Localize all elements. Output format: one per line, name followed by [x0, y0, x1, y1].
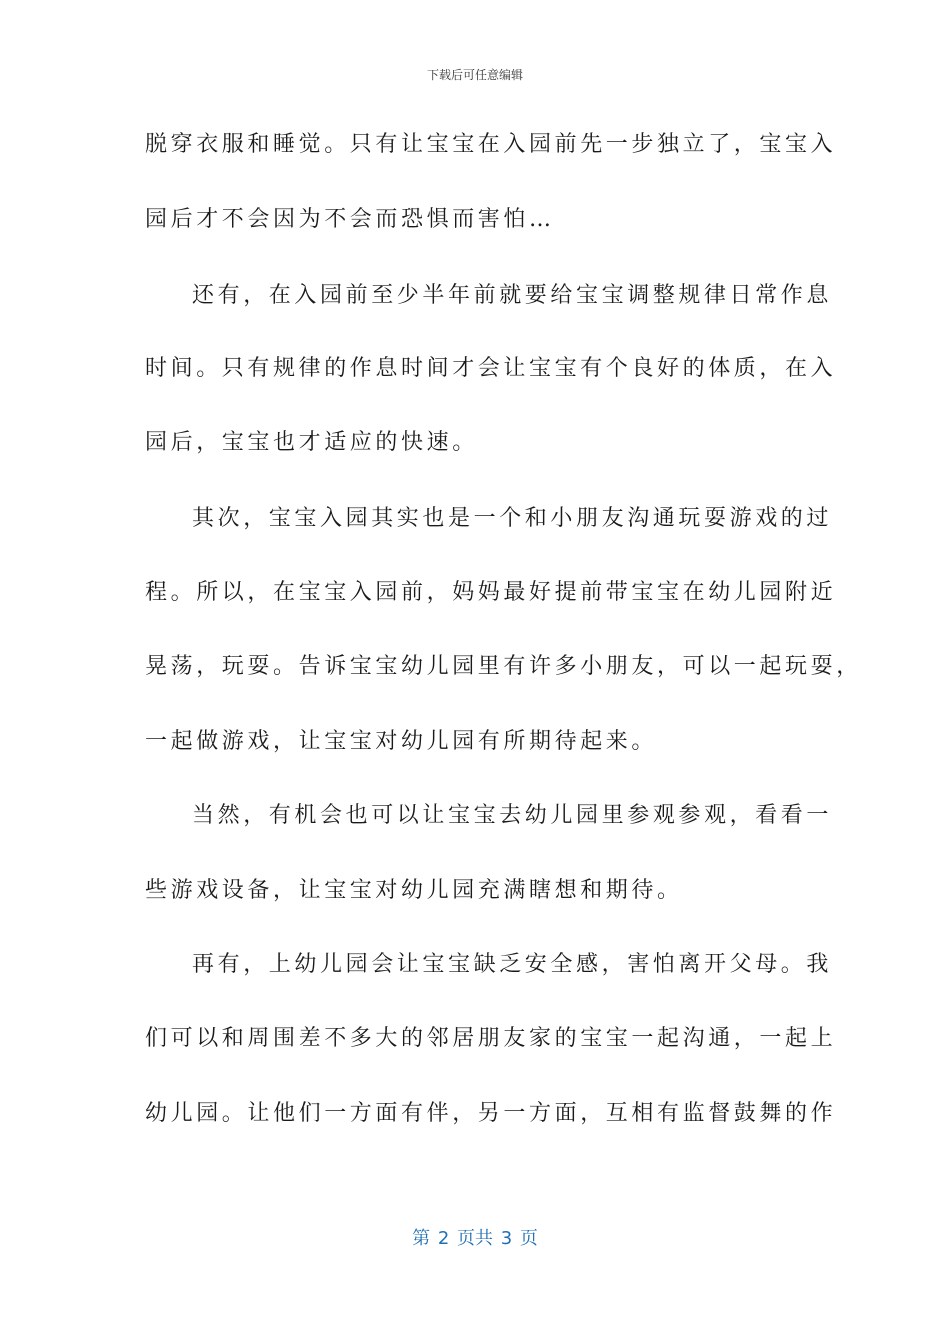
- paragraph-start-line: 当然，有机会也可以让宝宝去幼儿园里参观参观，看看一: [192, 803, 833, 828]
- text-line: 程。所以，在宝宝入园前，妈妈最好提前带宝宝在幼儿园附近: [145, 580, 837, 605]
- page-header: 下载后可任意编辑: [426, 68, 523, 82]
- text-line: 晃荡，玩耍。告诉宝宝幼儿园里有许多小朋友，可以一起玩耍，: [145, 654, 862, 679]
- paragraph-start-line: 还有，在入园前至少半年前就要给宝宝调整规律日常作息: [192, 283, 833, 308]
- text-line: 园后，宝宝也才适应的快速。: [145, 430, 478, 455]
- text-line: 一起做游戏，让宝宝对幼儿园有所期待起来。: [145, 729, 658, 754]
- text-line: 园后才不会因为不会而恐惧而害怕…: [145, 207, 555, 232]
- paragraph-start-line: 其次，宝宝入园其实也是一个和小朋友沟通玩耍游戏的过: [192, 506, 833, 531]
- text-line: 时间。只有规律的作息时间才会让宝宝有个良好的体质，在入: [145, 356, 837, 381]
- paragraph-start-line: 再有，上幼儿园会让宝宝缺乏安全感，害怕离开父母。我: [192, 952, 833, 977]
- page-number-footer: 第 2 页共 3 页: [412, 1228, 538, 1249]
- text-line: 们可以和周围差不多大的邻居朋友家的宝宝一起沟通，一起上: [145, 1026, 837, 1051]
- text-line: 幼儿园。让他们一方面有伴，另一方面，互相有监督鼓舞的作: [145, 1101, 837, 1126]
- text-line: 些游戏设备，让宝宝对幼儿园充满瞎想和期待。: [145, 878, 683, 903]
- text-line: 脱穿衣服和睡觉。只有让宝宝在入园前先一步独立了，宝宝入: [145, 132, 837, 157]
